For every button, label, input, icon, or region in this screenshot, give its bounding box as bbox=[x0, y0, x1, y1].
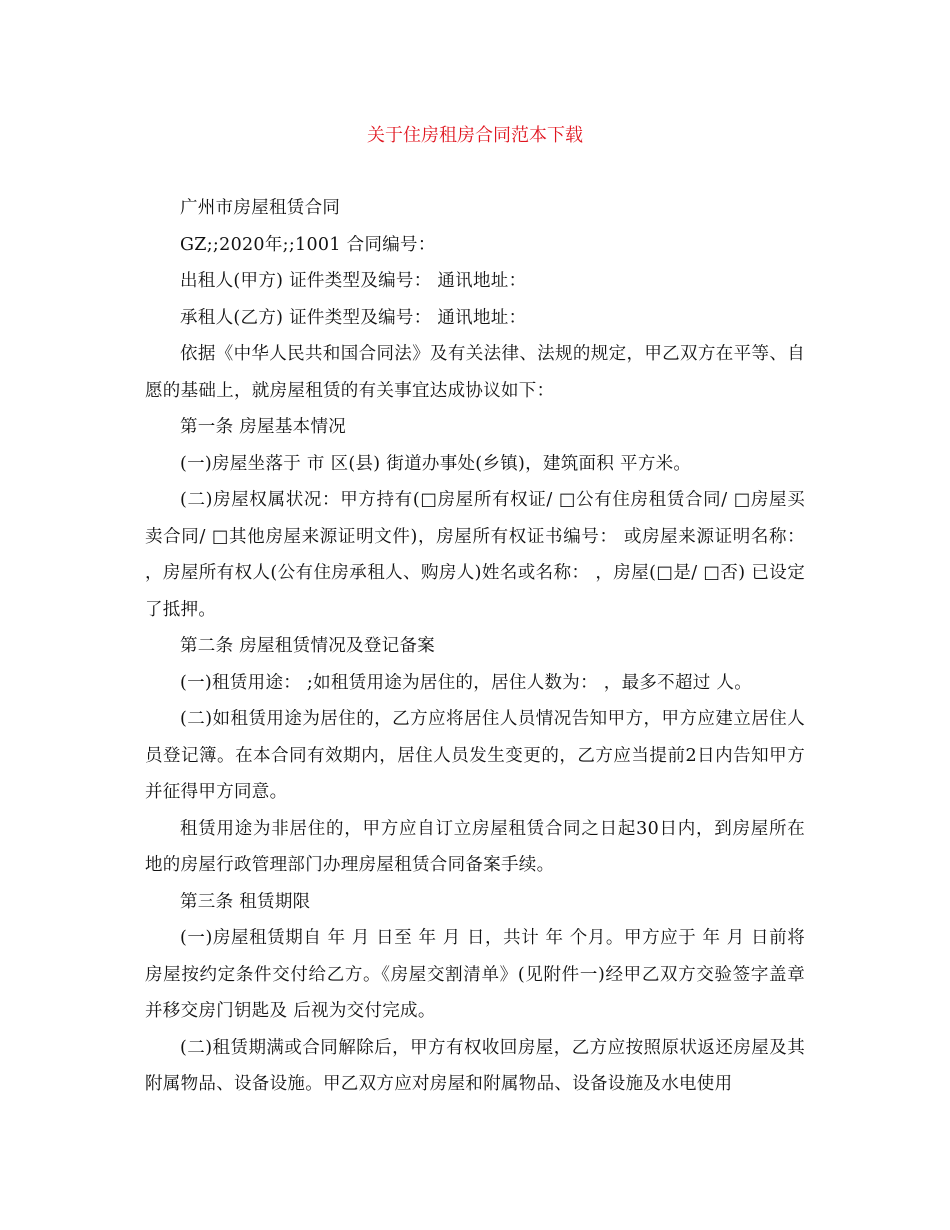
article-3-clause-2: (二)租赁期满或合同解除后，甲方有权收回房屋，乙方应按照原状返还房屋及其附属物品、设备设施。甲乙双方应对房屋和附属物品、设备设施及水电使用 bbox=[145, 1037, 805, 1094]
article-2-clause-3: 租赁用途为非居住的，甲方应自订立房屋租赁合同之日起30日内，到房屋所在地的房屋行政管理部门办理房屋租赁合同备案手续。 bbox=[145, 818, 805, 875]
paragraph-lessor: 出租人(甲方) 证件类型及编号： 通讯地址： bbox=[180, 271, 527, 291]
article-2-heading: 第二条 房屋租赁情况及登记备案 bbox=[180, 636, 436, 656]
article-3-heading: 第三条 租赁期限 bbox=[180, 891, 311, 912]
document-body bbox=[145, 190, 805, 1103]
article-1-clause-2: (二)房屋权属状况：甲方持有(□房屋所有权证/ □公有住房租赁合同/ □房屋买卖合同/ □其他房屋来源证明文件)，房屋所有权证书编号： 或房屋来源证明名称： ，房屋所有权人(公有住房承租人、购房人)姓名或名称： ，房屋(□是/ □否) 已设定了抵押。 bbox=[145, 490, 805, 620]
paragraph-contract-name: 广州市房屋租赁合同 bbox=[180, 198, 341, 218]
article-1-heading: 第一条 房屋基本情况 bbox=[180, 417, 347, 437]
article-2-clause-2: (二)如租赁用途为居住的，乙方应将居住人员情况告知甲方，甲方应建立居住人员登记簿。在本合同有效期内，居住人员发生变更的，乙方应当提前2日内告知甲方并征得甲方同意。 bbox=[145, 709, 805, 802]
document-title: 关于住房租房合同范本下载 bbox=[367, 125, 583, 146]
article-1-clause-1: (一)房屋坐落于 市 区(县) 街道办事处(乡镇)，建筑面积 平方米。 bbox=[180, 453, 692, 474]
article-3-clause-1: (一)房屋租赁期自 年 月 日至 年 月 日，共计 年 个月。甲方应于 年 月 日前将房屋按约定条件交付给乙方。《房屋交割清单》(见附件一)经甲乙双方交验签字盖章并移交房门钥匙及 后视为交付完成。 bbox=[145, 928, 805, 1021]
article-2-clause-1: (一)租赁用途： ;如租赁用途为居住的，居住人数为： ，最多不超过 人。 bbox=[180, 672, 753, 693]
paragraph-preamble: 依据《中华人民共和国合同法》及有关法律、法规的规定，甲乙双方在平等、自愿的基础上，就房屋租赁的有关事宜达成协议如下： bbox=[145, 344, 805, 401]
paragraph-contract-number: GZ;;2020年;;1001 合同编号： bbox=[180, 234, 436, 255]
paragraph-lessee: 承租人(乙方) 证件类型及编号： 通讯地址： bbox=[180, 307, 527, 328]
